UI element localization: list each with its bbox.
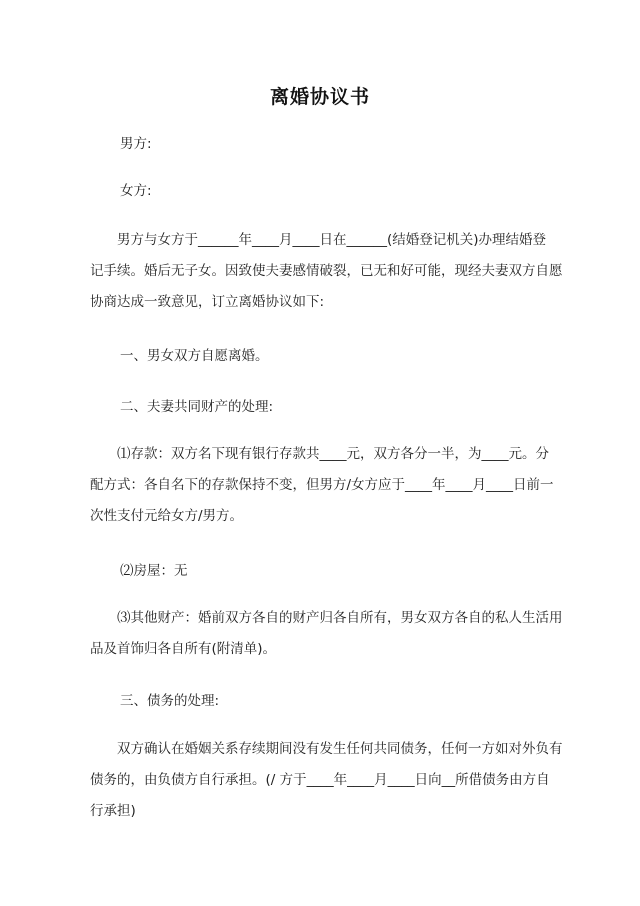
other-property-line: ⑶其他财产：婚前双方各自的财产归各自所有，男女双方各自的私人生活用	[90, 610, 563, 626]
deposit-line: 配方式：各自名下的存款保持不变，但男方/女方应于____年____月____日前一	[90, 477, 554, 493]
other-property-line: 品及首饰归各自所有(附清单)。	[90, 641, 277, 657]
deposit-line: 次性支付元给女方/男方。	[90, 508, 244, 524]
male-party-label: 男方:	[120, 136, 152, 152]
clause-2-heading: 二、夫妻共同财产的处理:	[120, 399, 274, 415]
debt-line: 行承担)	[90, 803, 136, 819]
intro-line: 男方与女方于______年____月____日在______(结婚登记机关)办理结婚登	[90, 232, 547, 248]
house-clause: ⑵房屋：无	[120, 563, 188, 579]
clause-1-heading: 一、男女双方自愿离婚。	[120, 348, 269, 364]
document-title: 离婚协议书	[269, 86, 370, 108]
debt-paragraph	[90, 734, 563, 827]
debt-line: 债务的，由负债方自行承担。(/ 方于____年____月____日向__所借债务由方自	[90, 772, 550, 788]
intro-line: 记手续。婚后无子女。因致使夫妻感情破裂，已无和好可能，现经夫妻双方自愿	[90, 263, 563, 279]
clause-3-heading: 三、债务的处理:	[120, 693, 220, 709]
intro-line: 协商达成一致意见，订立离婚协议如下:	[90, 294, 325, 310]
deposit-line: ⑴存款：双方名下现有银行存款共____元，双方各分一半，为____元。分	[90, 446, 549, 462]
other-property-paragraph	[90, 603, 563, 665]
intro-paragraph	[90, 225, 563, 318]
female-party-label: 女方:	[120, 183, 152, 199]
deposit-paragraph	[90, 439, 552, 532]
debt-line: 双方确认在婚姻关系存续期间没有发生任何共同债务，任何一方如对外负有	[90, 741, 563, 757]
